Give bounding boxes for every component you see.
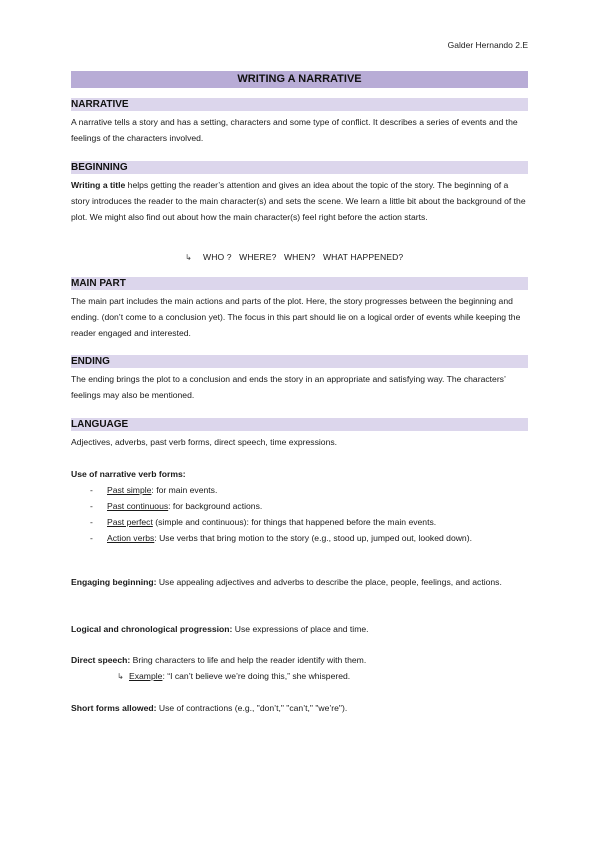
direct-label: Direct speech: xyxy=(71,655,131,665)
section-heading-main-part: MAIN PART xyxy=(71,277,528,290)
list-item xyxy=(90,530,520,546)
direct-speech-example xyxy=(117,670,350,683)
dash-bullet: - xyxy=(90,517,93,527)
verb-forms-list xyxy=(90,482,520,546)
engaging-text: Use appealing adjectives and adverbs to describe the place, people, feelings, and actions. xyxy=(156,577,502,587)
direct-text: Bring characters to life and help the reader identify with them. xyxy=(130,655,367,665)
section-heading-beginning: BEGINNING xyxy=(71,161,528,174)
arrow-icon: ↳ xyxy=(117,672,124,681)
section-heading-narrative: NARRATIVE xyxy=(71,98,528,111)
logical-text: Use expressions of place and time. xyxy=(232,624,369,634)
bullet-text: : Use verbs that bring motion to the story (e.g., stood up, jumped out, looked down). xyxy=(154,533,472,543)
beginning-bold-lead: Writing a title xyxy=(71,180,126,190)
beginning-body: helps getting the reader’s attention and gives an idea about the topic of the story. The beginning of a story introduces the reader to the main character(s) and sets the scene. We learn a little bit about the background of the plot. We might also find out about how the main character(s) feel right before the action starts. xyxy=(71,180,526,222)
bullet-text: : for background actions. xyxy=(168,501,263,511)
arrow-icon: ↳ xyxy=(185,253,192,262)
dash-bullet: - xyxy=(90,501,93,511)
list-item xyxy=(90,514,520,530)
questions-text: WHO ? WHERE? WHEN? WHAT HAPPENED? xyxy=(203,252,404,262)
bullet-text: (simple and continuous): for things that happened before the main events. xyxy=(152,517,437,527)
engaging-beginning xyxy=(71,574,528,590)
bullet-term: Action verbs xyxy=(107,533,155,543)
short-text: Use of contractions (e.g., "don’t," "can’t," "we’re"). xyxy=(156,703,348,713)
short-label: Short forms allowed: xyxy=(71,703,157,713)
verb-forms-title-label: Use of narrative verb forms: xyxy=(71,469,186,479)
language-text: Adjectives, adverbs, past verb forms, direct speech, time expressions. xyxy=(71,437,338,447)
bullet-text: : for main events. xyxy=(151,485,218,495)
main-part-text: The main part includes the main actions and parts of the plot. Here, the story progresses between the beginning and ending. (don’t come to a conclusion yet). The focus in this part should lie on a logical order of events while keeping the reader engaged and interested. xyxy=(71,296,521,338)
engaging-label: Engaging beginning: xyxy=(71,577,157,587)
example-text: : “I can’t believe we’re doing this,” she whispered. xyxy=(162,671,351,681)
section-heading-ending: ENDING xyxy=(71,355,528,368)
direct-speech xyxy=(71,652,528,668)
header-author: Galder Hernando 2.E xyxy=(447,40,528,50)
example-label: Example xyxy=(129,671,163,681)
bullet-term: Past continuous xyxy=(107,501,169,511)
bullet-term: Past perfect xyxy=(107,517,153,527)
dash-bullet: - xyxy=(90,485,93,495)
beginning-text xyxy=(71,177,528,225)
logical-progression xyxy=(71,621,528,637)
beginning-questions xyxy=(185,251,403,264)
section-heading-language: LANGUAGE xyxy=(71,418,528,431)
narrative-text: A narrative tells a story and has a setting, characters and some type of conflict. It describes a series of events and the feelings of the characters involved. xyxy=(71,117,518,143)
ending-text: The ending brings the plot to a conclusion and ends the story in an appropriate and satisfying way. The characters’ feelings may also be mentioned. xyxy=(71,374,506,400)
verb-forms-title xyxy=(71,466,528,482)
bullet-term: Past simple xyxy=(107,485,152,495)
document-title: WRITING A NARRATIVE xyxy=(71,71,528,88)
short-forms xyxy=(71,700,528,716)
list-item xyxy=(90,482,520,498)
logical-label: Logical and chronological progression: xyxy=(71,624,233,634)
dash-bullet: - xyxy=(90,533,93,543)
list-item xyxy=(90,498,520,514)
